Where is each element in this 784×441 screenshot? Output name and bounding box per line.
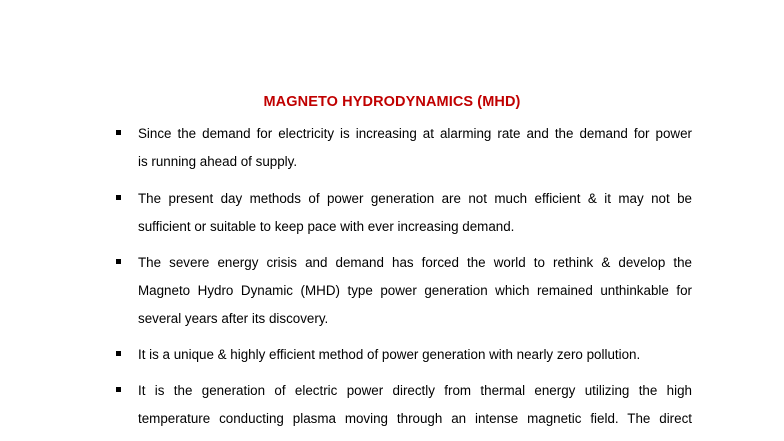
bullet-square-icon — [116, 351, 121, 356]
bullet-text-line: Magneto Hydro Dynamic (MHD) type power generation which remained unthinkable for — [138, 283, 692, 298]
slide-title: MAGNETO HYDRODYNAMICS (MHD) — [263, 94, 521, 110]
bullet-item — [138, 249, 692, 333]
bullet-text-line: It is the generation of electric power directly from thermal energy utilizing the high — [138, 383, 692, 398]
bullet-text-line: It is a unique & highly efficient method of power generation with nearly zero pollution. — [138, 347, 641, 362]
bullet-text-line: is running ahead of supply. — [138, 154, 298, 169]
bullet-square-icon — [116, 387, 121, 392]
bullet-item — [138, 341, 692, 369]
bullet-item — [138, 377, 692, 433]
bullet-text-line: several years after its discovery. — [138, 311, 329, 326]
bullet-text-line: Since the demand for electricity is increasing at alarming rate and the demand for power — [138, 126, 692, 141]
bullet-item — [138, 185, 692, 241]
bullet-square-icon — [116, 130, 121, 135]
bullet-item — [138, 120, 692, 176]
bullet-square-icon — [116, 259, 121, 264]
bullet-text-line: The severe energy crisis and demand has forced the world to rethink & develop the — [138, 255, 692, 270]
bullet-text-line: sufficient or suitable to keep pace with ever increasing demand. — [138, 219, 515, 234]
bullet-text-line: temperature conducting plasma moving through an intense magnetic field. The direct — [138, 411, 692, 426]
bullet-text-line: The present day methods of power generation are not much efficient & it may not be — [138, 191, 692, 206]
bullet-square-icon — [116, 195, 121, 200]
